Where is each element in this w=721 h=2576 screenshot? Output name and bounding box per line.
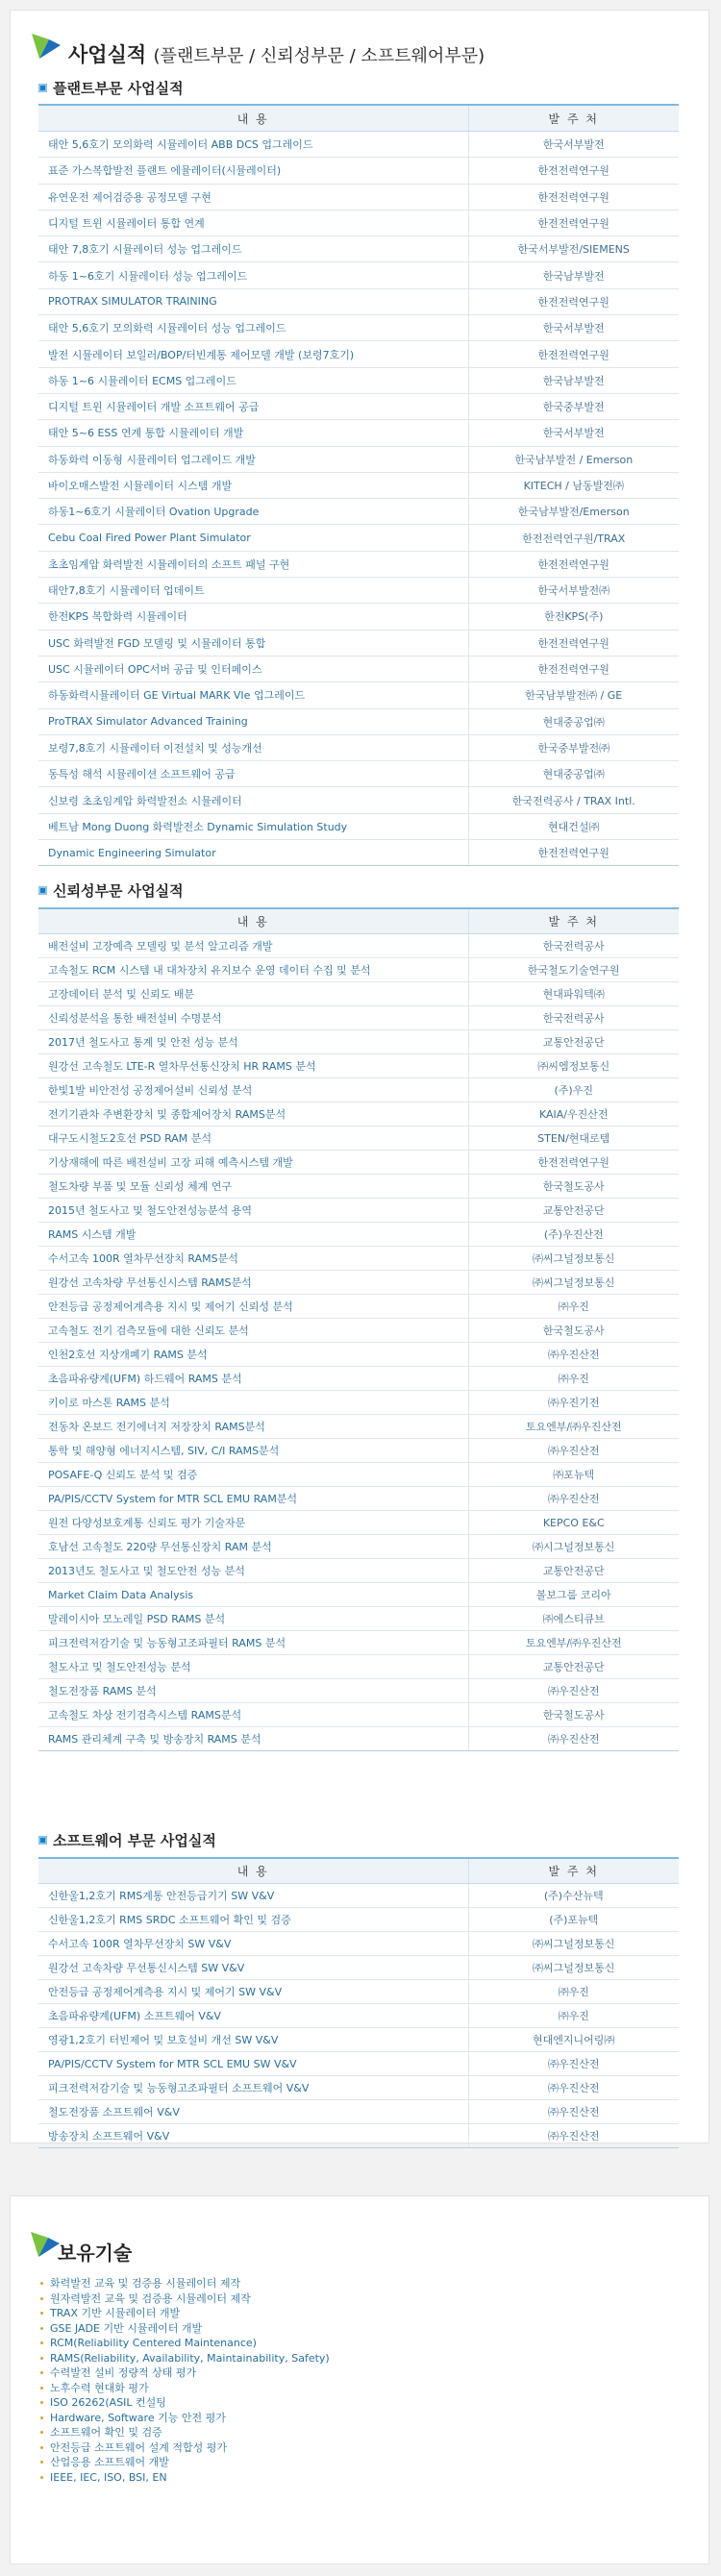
row-content: 배전설비 고장예측 모델링 및 분석 알고리즘 개발 (38, 934, 468, 958)
row-client: ㈜우진 (468, 1980, 679, 2004)
row-client: ㈜우진산전 (468, 1727, 679, 1751)
row-content: 원강선 고속차량 무선통신시스템 RAMS분석 (38, 1271, 468, 1295)
tech-item: RAMS(Reliability, Availability, Maintainability, Safety) (38, 2351, 330, 2366)
row-client: 한전전력연구원 (468, 840, 679, 866)
row-client: (주)수산뉴텍 (468, 1884, 679, 1908)
row-content: 하동 1~6 시뮬레이터 ECMS 업그레이드 (38, 367, 468, 393)
row-content: 표준 가스복합발전 플랜트 에뮬레이터(시뮬레이터) (38, 158, 468, 184)
table-row (38, 1559, 679, 1583)
row-client: 한국남부발전 (468, 262, 679, 288)
row-client: (주)포뉴텍 (468, 1908, 679, 1932)
table-row (38, 1511, 679, 1535)
table-row (38, 708, 679, 734)
row-content: 동특성 해석 시뮬레이션 소프트웨어 공급 (38, 761, 468, 787)
row-client: 한국서부발전㈜ (468, 578, 679, 604)
row-content: 디지털 트윈 시뮬레이터 통합 연계 (38, 210, 468, 235)
tech-item: 산업응용 소프트웨어 개발 (38, 2455, 330, 2470)
row-client: (주)우진 (468, 1078, 679, 1102)
table-row (38, 525, 679, 551)
table-row (38, 2028, 679, 2052)
table-row (38, 1980, 679, 2004)
row-content: 태안 5~6 ESS 연계 통합 시뮬레이터 개발 (38, 420, 468, 446)
row-client: 한전전력연구원 (468, 551, 679, 577)
table-row (38, 158, 679, 184)
row-client: 볼보그룹 코리아 (468, 1583, 679, 1607)
row-content: 2013년도 철도사고 및 철도안전 성능 분석 (38, 1559, 468, 1583)
row-content: 기상재해에 따른 배전설비 고장 피해 예측시스템 개발 (38, 1151, 468, 1175)
row-client: 한전KPS(주) (468, 604, 679, 630)
table-row (38, 1127, 679, 1151)
tech-item: GSE JADE 기반 시뮬레이터 개발 (38, 2321, 330, 2337)
table-row (38, 420, 679, 446)
row-content: 피크전력저감기술 및 능동형고조파필터 RAMS 분석 (38, 1631, 468, 1655)
table-row (38, 367, 679, 393)
bullet-square-icon (38, 1836, 47, 1845)
row-content: 통학 및 해양형 에너지시스템, SIV, C/I RAMS분석 (38, 1439, 468, 1463)
row-content: POSAFE-Q 신뢰도 분석 및 검증 (38, 1463, 468, 1487)
row-content: 초음파유량계(UFM) 소프트웨어 V&V (38, 2004, 468, 2028)
row-client: ㈜우진 (468, 2004, 679, 2028)
tech-title: 보유기술 (58, 2242, 133, 2265)
row-content: 원강선 고속차량 무선통신시스템 SW V&V (38, 1956, 468, 1980)
row-content: 베트남 Mong Duong 화력발전소 Dynamic Simulation Study (38, 813, 468, 839)
row-client: 교통안전공단 (468, 1199, 679, 1223)
row-client: 한전전력연구원/TRAX (468, 525, 679, 551)
row-content: 수서고속 100R 열차무선장치 RAMS분석 (38, 1247, 468, 1271)
row-client: STEN/현대로템 (468, 1127, 679, 1151)
row-content: 철도사고 및 철도안전성능 분석 (38, 1655, 468, 1679)
row-client: 한국서부발전 (468, 315, 679, 341)
table-row (38, 1078, 679, 1102)
row-content: RAMS 관리체계 구축 및 방송장치 RAMS 분석 (38, 1727, 468, 1751)
row-client: ㈜씨엠정보통신 (468, 1054, 679, 1078)
row-content: 유연운전 제어검증용 공정모델 구현 (38, 184, 468, 210)
col-header-client: 발 주 처 (468, 105, 679, 132)
table-row (38, 734, 679, 760)
row-client: 한국남부발전 (468, 367, 679, 393)
row-client: 한국서부발전/SIEMENS (468, 236, 679, 262)
tech-item: IEEE, IEC, ISO, BSI, EN (38, 2470, 330, 2486)
table-row (38, 1223, 679, 1247)
table-row (38, 1631, 679, 1655)
row-client: ㈜우진산전 (468, 2100, 679, 2124)
table-row (38, 1151, 679, 1175)
tech-item: Hardware, Software 기능 안전 평가 (38, 2411, 330, 2426)
row-client: ㈜우진산전 (468, 1439, 679, 1463)
row-content: 고속철도 전기 검측모듈에 대한 신뢰도 분석 (38, 1319, 468, 1343)
row-client: KITECH / 남동발전㈜ (468, 472, 679, 498)
col-header-content: 내 용 (38, 1858, 468, 1884)
table-row (38, 1679, 679, 1703)
row-client: ㈜우진 (468, 1295, 679, 1319)
row-client: 한국남부발전 / Emerson (468, 446, 679, 472)
table-row (38, 1271, 679, 1295)
bullet-square-icon (38, 84, 47, 92)
row-client: ㈜에스티큐브 (468, 1607, 679, 1631)
row-client: 한국전력공사 (468, 1006, 679, 1030)
row-content: 고속철도 차상 전기검측시스템 RAMS분석 (38, 1703, 468, 1727)
row-content: Dynamic Engineering Simulator (38, 840, 468, 866)
reliability-results-table (38, 907, 679, 1751)
row-content: 전동차 온보드 전기에너지 저장장치 RAMS분석 (38, 1415, 468, 1439)
row-content: 방송장치 소프트웨어 V&V (38, 2124, 468, 2148)
table-row (38, 288, 679, 314)
table-row (38, 2076, 679, 2100)
row-content: Cebu Coal Fired Power Plant Simulator (38, 525, 468, 551)
row-content: 철도차량 부품 및 모듈 신뢰성 체계 연구 (38, 1175, 468, 1199)
tech-item: 소프트웨어 확인 및 검증 (38, 2425, 330, 2440)
row-client: 교통안전공단 (468, 1655, 679, 1679)
company-logo-icon (30, 32, 62, 61)
table-row (38, 1884, 679, 1908)
row-content: 2015년 철도사고 및 철도안전성능분석 용역 (38, 1199, 468, 1223)
page-title: 사업실적 (플랜트부문 / 신뢰성부문 / 소프트웨어부문) (68, 43, 485, 66)
row-client: 한전전력연구원 (468, 158, 679, 184)
table-row (38, 184, 679, 210)
table-row (38, 132, 679, 158)
row-client: 교통안전공단 (468, 1030, 679, 1054)
row-client: ㈜씨그널정보통신 (468, 1932, 679, 1956)
row-client: 한국중부발전 (468, 393, 679, 419)
row-content: 전기기관차 주변환장치 및 종합제어장치 RAMS분석 (38, 1102, 468, 1127)
table-row (38, 210, 679, 235)
row-content: 한빛1발 비안전성 공정제어설비 신뢰성 분석 (38, 1078, 468, 1102)
company-logo-icon (29, 2230, 62, 2259)
table-row (38, 1343, 679, 1367)
table-row (38, 1006, 679, 1030)
row-client: KEPCO E&C (468, 1511, 679, 1535)
table-row (38, 1175, 679, 1199)
table-row (38, 1727, 679, 1751)
row-client: ㈜우진산전 (468, 2052, 679, 2076)
row-content: 영광1,2호기 터빈제어 및 보호설비 개선 SW V&V (38, 2028, 468, 2052)
row-content: 대구도시철도2호선 PSD RAM 분석 (38, 1127, 468, 1151)
table-row (38, 551, 679, 577)
table-row (38, 2124, 679, 2148)
tech-item: 화력발전 교육 및 검증용 시뮬레이터 제작 (38, 2276, 330, 2291)
software-section-title: 소프트웨어 부문 사업실적 (38, 1832, 216, 1849)
table-row (38, 1391, 679, 1415)
table-row (38, 472, 679, 498)
table-row (38, 1908, 679, 1932)
table-row (38, 1295, 679, 1319)
row-content: ProTRAX Simulator Advanced Training (38, 708, 468, 734)
table-row (38, 236, 679, 262)
col-header-client: 발 주 처 (468, 908, 679, 934)
tech-item: TRAX 기반 시뮬레이터 개발 (38, 2306, 330, 2321)
row-client: 한전전력연구원 (468, 656, 679, 681)
row-client: KAIA/우진산전 (468, 1102, 679, 1127)
table-row (38, 2004, 679, 2028)
row-client: 한전전력연구원 (468, 288, 679, 314)
row-content: 피크전력저감기술 및 능동형고조파필터 소프트웨어 V&V (38, 2076, 468, 2100)
row-client: 한국철도공사 (468, 1319, 679, 1343)
table-row (38, 934, 679, 958)
row-client: ㈜씨그널정보통신 (468, 1271, 679, 1295)
row-client: 한전전력연구원 (468, 341, 679, 367)
row-content: 신뢰성분석을 통한 배전설비 수명분석 (38, 1006, 468, 1030)
tech-item: 원자력발전 교육 및 검증용 시뮬레이터 제작 (38, 2291, 330, 2307)
table-row (38, 1415, 679, 1439)
row-content: 초초임계압 화력발전 시뮬레이터의 소프트 패널 구현 (38, 551, 468, 577)
row-client: 현대중공업㈜ (468, 708, 679, 734)
row-content: 2017년 철도사고 통계 및 안전 성능 분석 (38, 1030, 468, 1054)
row-content: 안전등급 공정제어계측용 지시 및 제어기 신뢰성 분석 (38, 1295, 468, 1319)
row-content: 철도전장품 RAMS 분석 (38, 1679, 468, 1703)
tech-item: 수력발전 설비 정량적 상태 평가 (38, 2365, 330, 2381)
table-row (38, 813, 679, 839)
table-row (38, 1655, 679, 1679)
row-client: 한전전력연구원 (468, 630, 679, 656)
table-row (38, 1102, 679, 1127)
row-client: (주)우진산전 (468, 1223, 679, 1247)
row-client: ㈜시그널정보통신 (468, 1535, 679, 1559)
plant-section-title: 플랜트부문 사업실적 (38, 80, 184, 97)
row-content: 하동1~6호기 시뮬레이터 Ovation Upgrade (38, 499, 468, 525)
row-content: 보령7,8호기 시뮬레이터 이전설치 및 성능개선 (38, 734, 468, 760)
row-client: ㈜우진산전 (468, 2076, 679, 2100)
software-results-table (38, 1857, 679, 2148)
table-row (38, 2052, 679, 2076)
row-content: 디지털 트윈 시뮬레이터 개발 소프트웨어 공급 (38, 393, 468, 419)
row-client: 한국철도공사 (468, 1175, 679, 1199)
row-content: 철도전장품 소프트웨어 V&V (38, 2100, 468, 2124)
table-row (38, 1535, 679, 1559)
row-content: 태안 5,6호기 모의화력 시뮬레이터 ABB DCS 업그레이드 (38, 132, 468, 158)
row-content: 하동화력 이동형 시뮬레이터 업그레이드 개발 (38, 446, 468, 472)
table-row (38, 761, 679, 787)
table-row (38, 1247, 679, 1271)
row-content: 원강선 고속철도 LTE-R 열차무선통신장치 HR RAMS 분석 (38, 1054, 468, 1078)
table-row (38, 341, 679, 367)
row-client: 현대건설㈜ (468, 813, 679, 839)
row-client: 한국중부발전㈜ (468, 734, 679, 760)
bullet-square-icon (38, 886, 47, 895)
row-client: 현대엔지니어링㈜ (468, 2028, 679, 2052)
row-client: 한국전력공사 (468, 934, 679, 958)
table-row (38, 315, 679, 341)
row-client: ㈜씨그널정보통신 (468, 1247, 679, 1271)
row-client: ㈜우진 (468, 1367, 679, 1391)
row-client: 토요엔부/㈜우진산전 (468, 1631, 679, 1655)
table-row (38, 1199, 679, 1223)
table-row (38, 446, 679, 472)
table-row (38, 1932, 679, 1956)
col-header-content: 내 용 (38, 105, 468, 132)
row-content: PA/PIS/CCTV System for MTR SCL EMU RAM분석 (38, 1487, 468, 1511)
row-content: 인천2호선 지상개폐기 RAMS 분석 (38, 1343, 468, 1367)
row-client: 한국서부발전 (468, 420, 679, 446)
row-client: ㈜우진산전 (468, 1487, 679, 1511)
row-content: 초음파유량계(UFM) 하드웨어 RAMS 분석 (38, 1367, 468, 1391)
row-client: 한국남부발전㈜ / GE (468, 682, 679, 708)
tech-item: 안전등급 소프트웨어 설계 적합성 평가 (38, 2440, 330, 2456)
table-row (38, 1319, 679, 1343)
table-row (38, 982, 679, 1006)
row-content: 바이오매스발전 시뮬레이터 시스템 개발 (38, 472, 468, 498)
row-client: ㈜씨그널정보통신 (468, 1956, 679, 1980)
row-content: USC 화력발전 FGD 모델링 및 시뮬레이터 통합 (38, 630, 468, 656)
row-content: 수서고속 100R 열차무선장치 SW V&V (38, 1932, 468, 1956)
row-client: ㈜우진기전 (468, 1391, 679, 1415)
row-content: 안전등급 공정제어계측용 지시 및 제어기 SW V&V (38, 1980, 468, 2004)
table-row (38, 1054, 679, 1078)
table-row (38, 1956, 679, 1980)
col-header-client: 발 주 처 (468, 1858, 679, 1884)
row-content: 신한울1,2호기 RMS계통 안전등급기기 SW V&V (38, 1884, 468, 1908)
row-content: 원전 다양성보호계통 신뢰도 평가 기술자문 (38, 1511, 468, 1535)
row-client: 한국철도공사 (468, 1703, 679, 1727)
table-row (38, 656, 679, 681)
table-row (38, 1607, 679, 1631)
table-row (38, 393, 679, 419)
table-row (38, 578, 679, 604)
tech-list (38, 2276, 330, 2485)
row-client: 한전전력연구원 (468, 184, 679, 210)
row-content: RAMS 시스템 개발 (38, 1223, 468, 1247)
row-content: Market Claim Data Analysis (38, 1583, 468, 1607)
table-row (38, 262, 679, 288)
row-content: 호남선 고속철도 220량 무선통신장치 RAM 분석 (38, 1535, 468, 1559)
row-client: ㈜우진산전 (468, 2124, 679, 2148)
table-row (38, 1583, 679, 1607)
row-content: 한전KPS 복합화력 시뮬레이터 (38, 604, 468, 630)
table-row (38, 1487, 679, 1511)
row-content: 하동화력시뮬레이터 GE Virtual MARK VIe 업그레이드 (38, 682, 468, 708)
table-row (38, 2100, 679, 2124)
row-client: 한국남부발전/Emerson (468, 499, 679, 525)
row-content: 신보령 초초임계압 화력발전소 시뮬레이터 (38, 787, 468, 813)
table-row (38, 1463, 679, 1487)
row-client: 한국전력공사 / TRAX Intl. (468, 787, 679, 813)
row-content: 키이로 마스톤 RAMS 분석 (38, 1391, 468, 1415)
row-client: ㈜포뉴텍 (468, 1463, 679, 1487)
row-client: 한전전력연구원 (468, 210, 679, 235)
tech-item: 노후수력 현대화 평가 (38, 2381, 330, 2396)
row-client: ㈜우진산전 (468, 1343, 679, 1367)
row-content: USC 시뮬레이터 OPC서버 공급 및 인터페이스 (38, 656, 468, 681)
row-client: 한국철도기술연구원 (468, 958, 679, 982)
row-client: 한전전력연구원 (468, 1151, 679, 1175)
table-row (38, 840, 679, 866)
row-client: 한국서부발전 (468, 132, 679, 158)
row-content: 태안7,8호기 시뮬레이터 업데이트 (38, 578, 468, 604)
tech-item: ISO 26262(ASIL 컨설팅 (38, 2395, 330, 2411)
table-row (38, 1703, 679, 1727)
row-content: 고장데이터 분석 및 신뢰도 배분 (38, 982, 468, 1006)
table-row (38, 958, 679, 982)
row-client: 교통안전공단 (468, 1559, 679, 1583)
row-content: 태안 7,8호기 시뮬레이터 성능 업그레이드 (38, 236, 468, 262)
row-client: 토요엔부/㈜우진산전 (468, 1415, 679, 1439)
table-row (38, 499, 679, 525)
row-content: PA/PIS/CCTV System for MTR SCL EMU SW V&V (38, 2052, 468, 2076)
table-row (38, 1367, 679, 1391)
row-client: ㈜우진산전 (468, 1679, 679, 1703)
row-content: 신한울1,2호기 RMS SRDC 소프트웨어 확인 및 검증 (38, 1908, 468, 1932)
row-content: 고속철도 RCM 시스템 내 대차장치 유지보수 운영 데이터 수집 및 분석 (38, 958, 468, 982)
reliability-section-title: 신뢰성부문 사업실적 (38, 882, 184, 900)
table-row (38, 1030, 679, 1054)
table-row (38, 630, 679, 656)
plant-results-table (38, 104, 679, 866)
row-client: 현대파워텍㈜ (468, 982, 679, 1006)
table-row (38, 682, 679, 708)
tech-item: RCM(Reliability Centered Maintenance) (38, 2336, 330, 2351)
table-row (38, 787, 679, 813)
row-content: PROTRAX SIMULATOR TRAINING (38, 288, 468, 314)
row-content: 하동 1~6호기 시뮬레이터 성능 업그레이드 (38, 262, 468, 288)
col-header-content: 내 용 (38, 908, 468, 934)
row-client: 현대중공업㈜ (468, 761, 679, 787)
table-row (38, 1439, 679, 1463)
row-content: 발전 시뮬레이터 보일러/BOP/터빈계통 제어모델 개발 (보령7호기) (38, 341, 468, 367)
row-content: 태안 5,6호기 모의화력 시뮬레이터 성능 업그레이드 (38, 315, 468, 341)
row-content: 말레이시아 모노레일 PSD RAMS 분석 (38, 1607, 468, 1631)
table-row (38, 604, 679, 630)
